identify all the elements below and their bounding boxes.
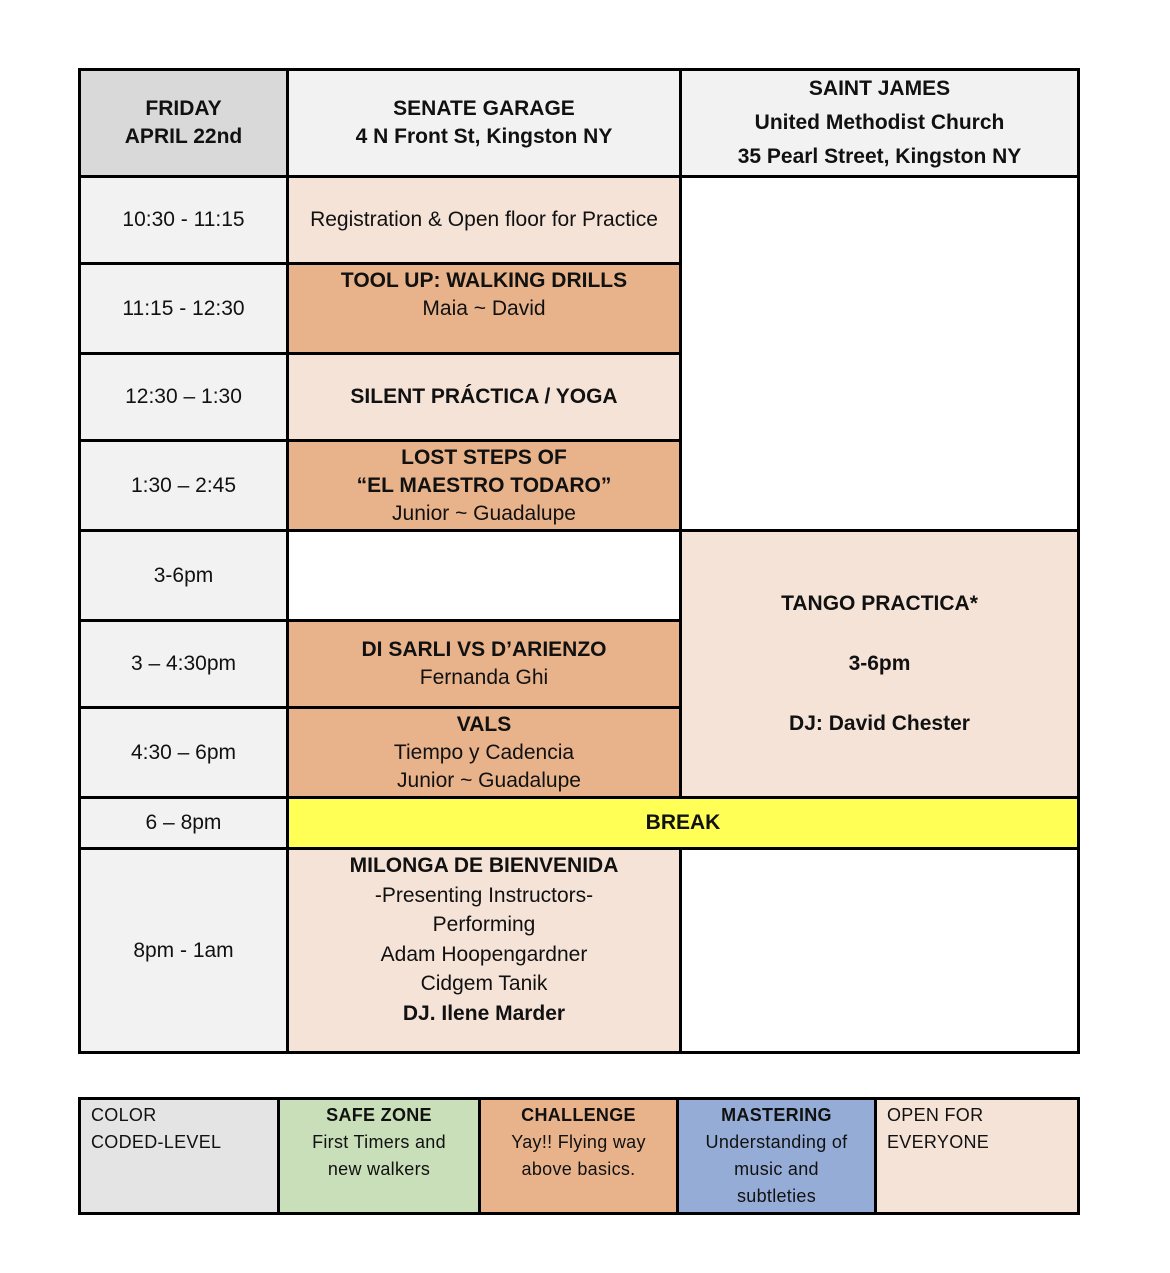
legend-title: SAFE ZONE bbox=[326, 1105, 432, 1125]
venue1-name: SENATE GARAGE bbox=[393, 97, 575, 120]
practica-dj: DJ: David Chester bbox=[789, 712, 970, 735]
time-cell: 1:30 – 2:45 bbox=[80, 441, 288, 531]
color-legend bbox=[78, 1097, 1080, 1215]
venue2-line2: United Methodist Church bbox=[754, 111, 1005, 134]
legend-title: CHALLENGE bbox=[521, 1105, 636, 1125]
venue-saint-james-header bbox=[681, 70, 1079, 177]
empty-cell bbox=[288, 531, 681, 621]
time-cell: 8pm - 1am bbox=[80, 849, 288, 1053]
time-cell: 4:30 – 6pm bbox=[80, 708, 288, 798]
time-cell: 11:15 - 12:30 bbox=[80, 264, 288, 354]
event-lost-steps bbox=[288, 441, 681, 531]
time-cell: 3-6pm bbox=[80, 531, 288, 621]
schedule-table bbox=[78, 68, 1080, 1054]
legend-label: COLOR CODED-LEVEL bbox=[80, 1099, 279, 1214]
event-title: “EL MAESTRO TODARO” bbox=[356, 473, 612, 497]
day-label: FRIDAY bbox=[145, 97, 222, 120]
event-milonga-de-bienvenida bbox=[288, 849, 681, 1053]
header-row bbox=[80, 70, 1079, 177]
venue2-line1: SAINT JAMES bbox=[808, 77, 951, 100]
event-subtitle: Tiempo y Cadencia bbox=[393, 740, 575, 764]
day-header bbox=[80, 70, 288, 177]
time-cell: 10:30 - 11:15 bbox=[80, 177, 288, 264]
event-instructors: Maia ~ David bbox=[422, 297, 546, 320]
event-instructors: Junior ~ Guadalupe bbox=[397, 768, 581, 792]
event-di-sarli-vs-darienzo bbox=[288, 621, 681, 708]
legend-title: MASTERING bbox=[721, 1105, 832, 1125]
practica-time: 3-6pm bbox=[848, 652, 911, 675]
empty-cell bbox=[681, 177, 1079, 531]
event-line: -Presenting Instructors- bbox=[374, 883, 594, 907]
time-cell: 12:30 – 1:30 bbox=[80, 354, 288, 441]
event-instructors: Junior ~ Guadalupe bbox=[392, 501, 576, 525]
time-cell: 6 – 8pm bbox=[80, 798, 288, 849]
legend-mastering: MASTERING Understanding of music and subtleties bbox=[678, 1099, 876, 1214]
event-title: LOST STEPS OF bbox=[401, 445, 567, 469]
event-registration: Registration & Open floor for Practice bbox=[288, 177, 681, 264]
event-title: DI SARLI VS D’ARIENZO bbox=[361, 638, 607, 661]
schedule-row bbox=[80, 798, 1079, 849]
legend-open-for-everyone: OPEN FOR EVERYONE bbox=[876, 1099, 1079, 1214]
legend-safe-zone: SAFE ZONE First Timers and new walkers bbox=[279, 1099, 480, 1214]
empty-cell bbox=[681, 849, 1079, 1053]
event-dj: DJ. Ilene Marder bbox=[402, 1001, 566, 1025]
date-label: APRIL 22nd bbox=[124, 125, 243, 148]
venue1-address: 4 N Front St, Kingston NY bbox=[355, 125, 613, 148]
event-tango-practica bbox=[681, 531, 1079, 798]
legend-challenge: CHALLENGE Yay!! Flying way above basics. bbox=[480, 1099, 678, 1214]
schedule-row bbox=[80, 177, 1079, 264]
event-vals bbox=[288, 708, 681, 798]
schedule-row bbox=[80, 849, 1079, 1053]
event-title: MILONGA DE BIENVENIDA bbox=[349, 854, 619, 877]
performer-name: Cidgem Tanik bbox=[420, 972, 548, 995]
practica-title: TANGO PRACTICA* bbox=[781, 592, 978, 615]
schedule-row bbox=[80, 531, 1079, 621]
venue-senate-garage-header bbox=[288, 70, 681, 177]
time-cell: 3 – 4:30pm bbox=[80, 621, 288, 708]
event-title: VALS bbox=[456, 712, 512, 736]
break-cell: BREAK bbox=[288, 798, 1079, 849]
event-instructors: Fernanda Ghi bbox=[419, 666, 549, 689]
event-line: Performing bbox=[432, 913, 536, 936]
event-silent-practica: SILENT PRÁCTICA / YOGA bbox=[288, 354, 681, 441]
venue2-line3: 35 Pearl Street, Kingston NY bbox=[737, 145, 1022, 168]
event-title: TOOL UP: WALKING DRILLS bbox=[340, 269, 628, 292]
performer-name: Adam Hoopengardner bbox=[380, 942, 588, 966]
event-walking-drills bbox=[288, 264, 681, 354]
